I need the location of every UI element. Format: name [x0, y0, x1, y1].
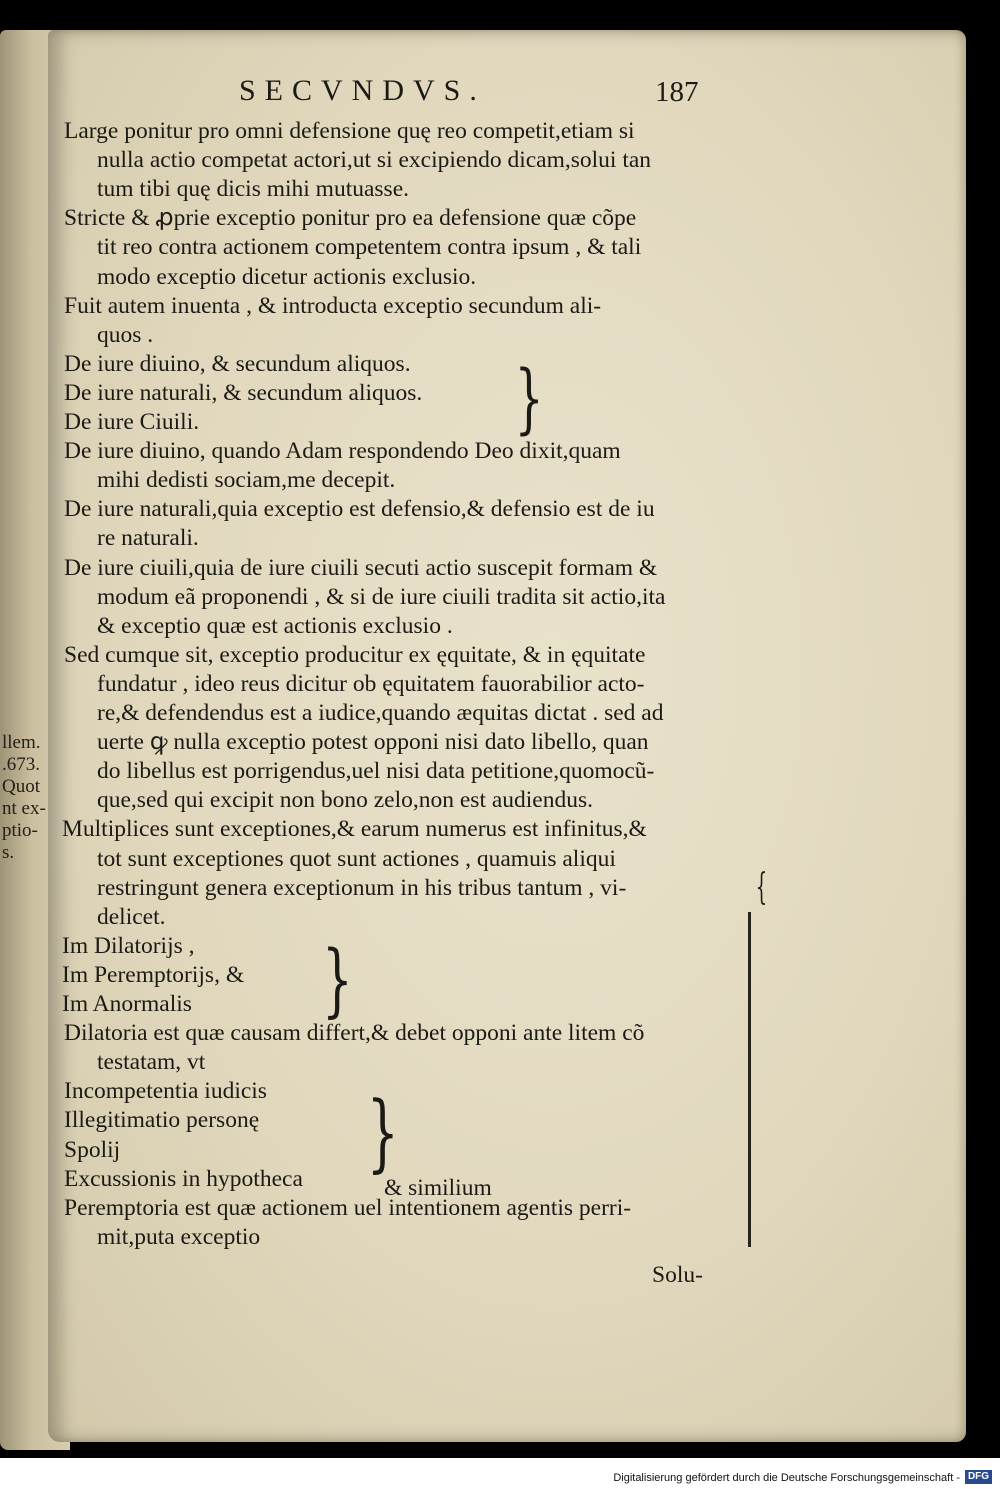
- brace-icon: {: [755, 867, 768, 908]
- text-line: Incompetentia iudicis: [64, 1078, 267, 1105]
- text-line: & exceptio quæ est actionis exclusio .: [97, 612, 453, 639]
- text-line: quos .: [97, 321, 154, 348]
- brace-icon: }: [366, 1083, 399, 1181]
- running-title: SECVNDVS.: [239, 74, 486, 107]
- text-line: De iure naturali, & secundum aliquos.: [64, 379, 423, 406]
- text-line: testatam, vt: [97, 1049, 206, 1076]
- text-line: que,sed qui excipit non bono zelo,non est audiendus.: [97, 787, 594, 814]
- similium-note: & similium: [384, 1175, 492, 1201]
- text-line: Fuit autem inuenta , & introducta exceptio secundum ali-: [64, 292, 602, 319]
- brace-icon: }: [322, 933, 353, 1026]
- text-line: Peremptoria est quæ actionem uel intentionem agentis perri-: [64, 1194, 632, 1221]
- text-line: do libellus est porrigendus,uel nisi data petitione,quomocũ-: [97, 758, 655, 785]
- text-line: Stricte & ꝓprie exceptio ponitur pro ea defensione quæ cõpe: [64, 205, 637, 232]
- text-line: De iure ciuili,quia de iure ciuili secuti actio suscepit formam &: [64, 554, 658, 581]
- footer-credit: Digitalisierung gefördert durch die Deutsche Forschungsgemeinschaft -: [613, 1472, 960, 1484]
- text-line: Dilatoria est quæ causam differt,& debet opponi ante litem cõ: [64, 1020, 645, 1047]
- text-line: Multiplices sunt exceptiones,& earum numerus est infinitus,&: [62, 816, 647, 843]
- bracket-rule: [748, 912, 751, 1247]
- text-line: Im Anormalis: [62, 991, 192, 1017]
- text-line: Excussionis in hypotheca: [64, 1165, 303, 1192]
- text-line: fundatur , ideo reus dicitur ob ęquitatem fauorabilior acto-: [97, 670, 645, 697]
- text-line: Im Dilatorijs ,: [62, 932, 195, 959]
- text-line: Illegitimatio personę: [64, 1107, 260, 1134]
- text-line: tit reo contra actionem competentem contra ipsum , & tali: [97, 234, 642, 261]
- text-line: restringunt genera exceptionum in his tribus tantum , vi-: [97, 874, 627, 901]
- text-line: modum eã proponendi , & si de iure ciuili tradita sit actio,ita: [97, 583, 666, 610]
- text-line: Spolij: [64, 1136, 121, 1163]
- margin-note: llem. .673. Quot nt ex- ptio- s.: [2, 732, 46, 863]
- text-line: Large ponitur pro omni defensione quę reo competit,etiam si: [64, 118, 635, 144]
- text-line: Im Peremptorijs, &: [62, 961, 245, 988]
- text-line: De iure Ciuili.: [64, 409, 200, 435]
- text-line: De iure diuino, quando Adam respondendo Deo dixit,quam: [64, 438, 621, 465]
- brace-icon: }: [514, 353, 544, 442]
- text-line: De iure naturali,quia exceptio est defensio,& defensio est de iu: [64, 496, 655, 523]
- page-number: 187: [655, 76, 699, 108]
- catchword: Solu-: [652, 1262, 703, 1288]
- text-line: tot sunt exceptiones quot sunt actiones , quamuis aliqui: [97, 845, 616, 872]
- text-line: modo exceptio dicetur actionis exclusio.: [97, 263, 477, 290]
- text-line: delicet.: [97, 903, 166, 930]
- text-line: uerte ꝙ nulla exceptio potest opponi nisi dato libello, quan: [97, 729, 649, 756]
- text-line: nulla actio competat actori,ut si excipiendo dicam,solui tan: [97, 147, 652, 174]
- text-line: De iure diuino, & secundum aliquos.: [64, 350, 411, 377]
- text-line: re naturali.: [97, 525, 199, 552]
- text-line: Sed cumque sit, exceptio producitur ex ęquitate, & in ęquitate: [64, 641, 646, 668]
- text-line: re,& defendendus est a iudice,quando æquitas dictat . sed ad: [97, 700, 664, 726]
- text-line: mihi dedisti sociam,me decepit.: [97, 467, 396, 494]
- dfg-logo: DFG: [965, 1470, 992, 1484]
- text-line: mit,puta exceptio: [97, 1223, 261, 1250]
- text-line: tum tibi quę dicis mihi mutuasse.: [97, 176, 410, 203]
